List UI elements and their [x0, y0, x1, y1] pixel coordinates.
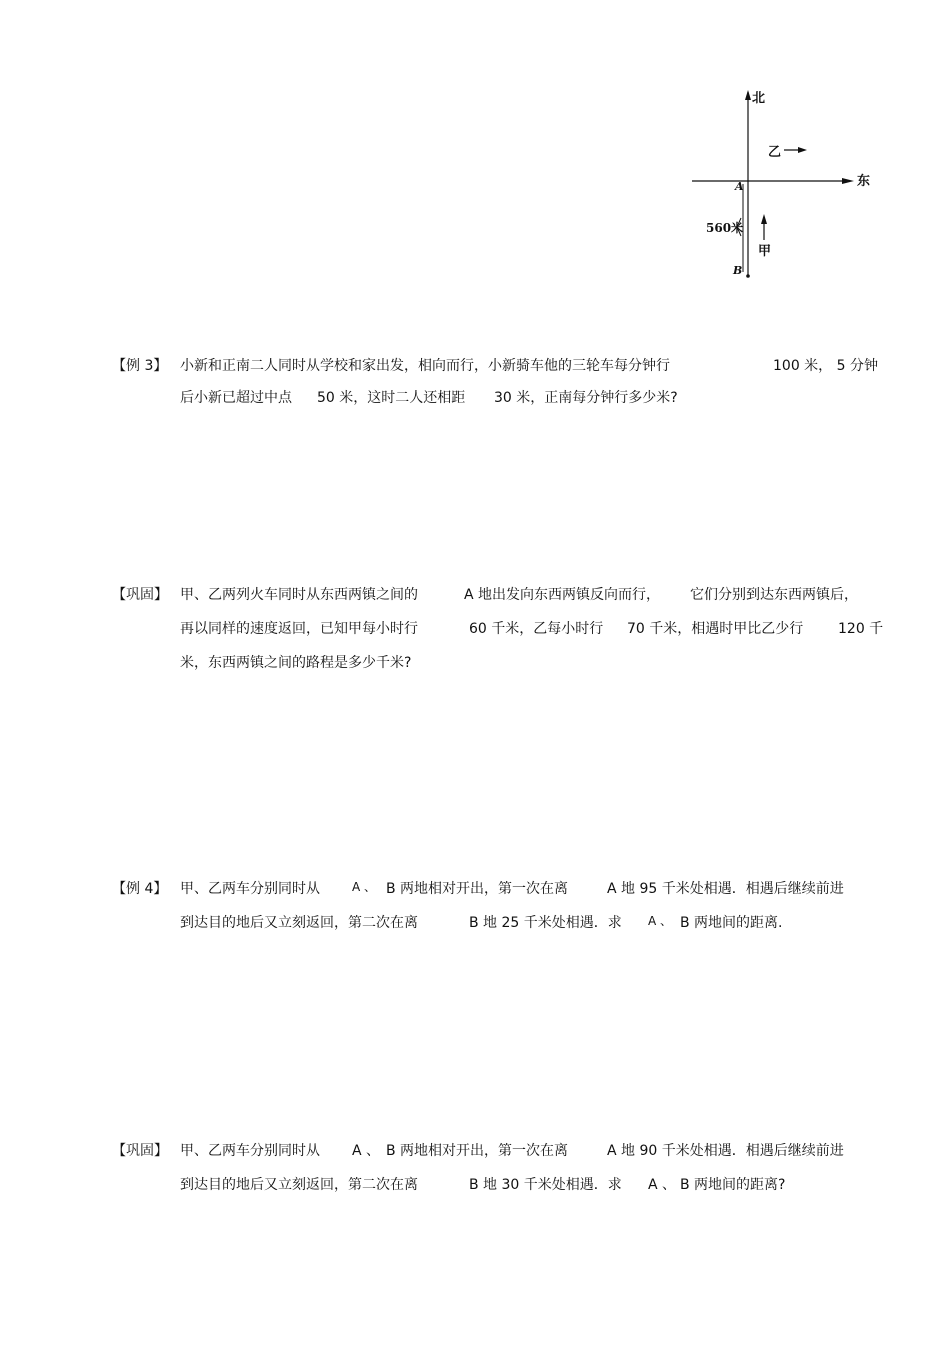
problem-text: B 两地相对开出，第一次在离 — [386, 881, 569, 897]
problem-tag: 【巩固】 — [112, 587, 168, 603]
point-a-label: A — [735, 180, 744, 193]
problem-text: 30 米，正南每分钟行多少米? — [494, 390, 678, 406]
problem-text: 到达目的地后又立刻返回，第二次在离 — [180, 1177, 418, 1193]
problem-text: 小新和正南二人同时从学校和家出发，相向而行，小新骑车他的三轮车每分钟行 — [180, 358, 670, 374]
problem-text: 50 米，这时二人还相距 — [317, 390, 466, 406]
problem-text: 120 千 — [838, 621, 884, 637]
yi-label: 乙 — [768, 145, 782, 160]
east-label: 东 — [857, 174, 871, 189]
problem-text: A 、 — [352, 880, 377, 894]
problem-text: 100 米， 5 分钟 — [773, 358, 878, 374]
problem-text: A 、 — [648, 1177, 677, 1193]
yi-arrow-icon — [798, 147, 807, 153]
problem-text: 70 千米，相遇时甲比乙少行 — [627, 621, 804, 637]
point-b-label: B — [733, 264, 743, 277]
problem-text: 甲、乙两车分别同时从 — [180, 881, 320, 897]
problem-text: 米，东西两镇之间的路程是多少千米? — [180, 655, 412, 671]
east-arrow-icon — [842, 178, 854, 184]
point-b-dot — [746, 274, 750, 278]
direction-diagram — [680, 80, 880, 290]
problem-text: B 两地间的距离? — [680, 1177, 786, 1193]
problem-tag: 【例 3】 — [112, 358, 168, 374]
problem-text: A 地出发向东西两镇反向而行， — [464, 587, 661, 603]
jia-label: 甲 — [758, 244, 772, 259]
problem-text: 它们分别到达东西两镇后， — [690, 587, 858, 603]
distance-label: 560米 — [706, 221, 744, 235]
problem-tag: 【巩固】 — [112, 1143, 168, 1159]
problem-tag: 【例 4】 — [112, 881, 168, 897]
problem-text: A 、 — [352, 1143, 381, 1159]
problem-text: 甲、乙两列火车同时从东西两镇之间的 — [180, 587, 418, 603]
problem-text: 60 千米，乙每小时行 — [469, 621, 604, 637]
north-arrow-icon — [745, 90, 751, 100]
problem-text: A 地 90 千米处相遇．相遇后继续前进 — [607, 1143, 844, 1159]
problem-text: 甲、乙两车分别同时从 — [180, 1143, 320, 1159]
problem-text: A 、 — [648, 914, 673, 928]
problem-practice-2 — [112, 1140, 892, 1200]
problem-text: B 地 25 千米处相遇．求 — [469, 915, 622, 931]
problem-example-3 — [112, 355, 892, 415]
problem-text: 后小新已超过中点 — [180, 390, 292, 406]
problem-practice-1 — [112, 584, 892, 674]
problem-text: A 地 95 千米处相遇．相遇后继续前进 — [607, 881, 844, 897]
problem-text: B 两地间的距离. — [680, 915, 783, 931]
problem-text: B 地 30 千米处相遇．求 — [469, 1177, 622, 1193]
problem-example-4 — [112, 878, 892, 938]
problem-text: 再以同样的速度返回，已知甲每小时行 — [180, 621, 418, 637]
problem-text: B 两地相对开出，第一次在离 — [386, 1143, 569, 1159]
north-label: 北 — [752, 91, 766, 106]
problem-text: 到达目的地后又立刻返回，第二次在离 — [180, 915, 418, 931]
jia-arrow-icon — [761, 214, 767, 224]
